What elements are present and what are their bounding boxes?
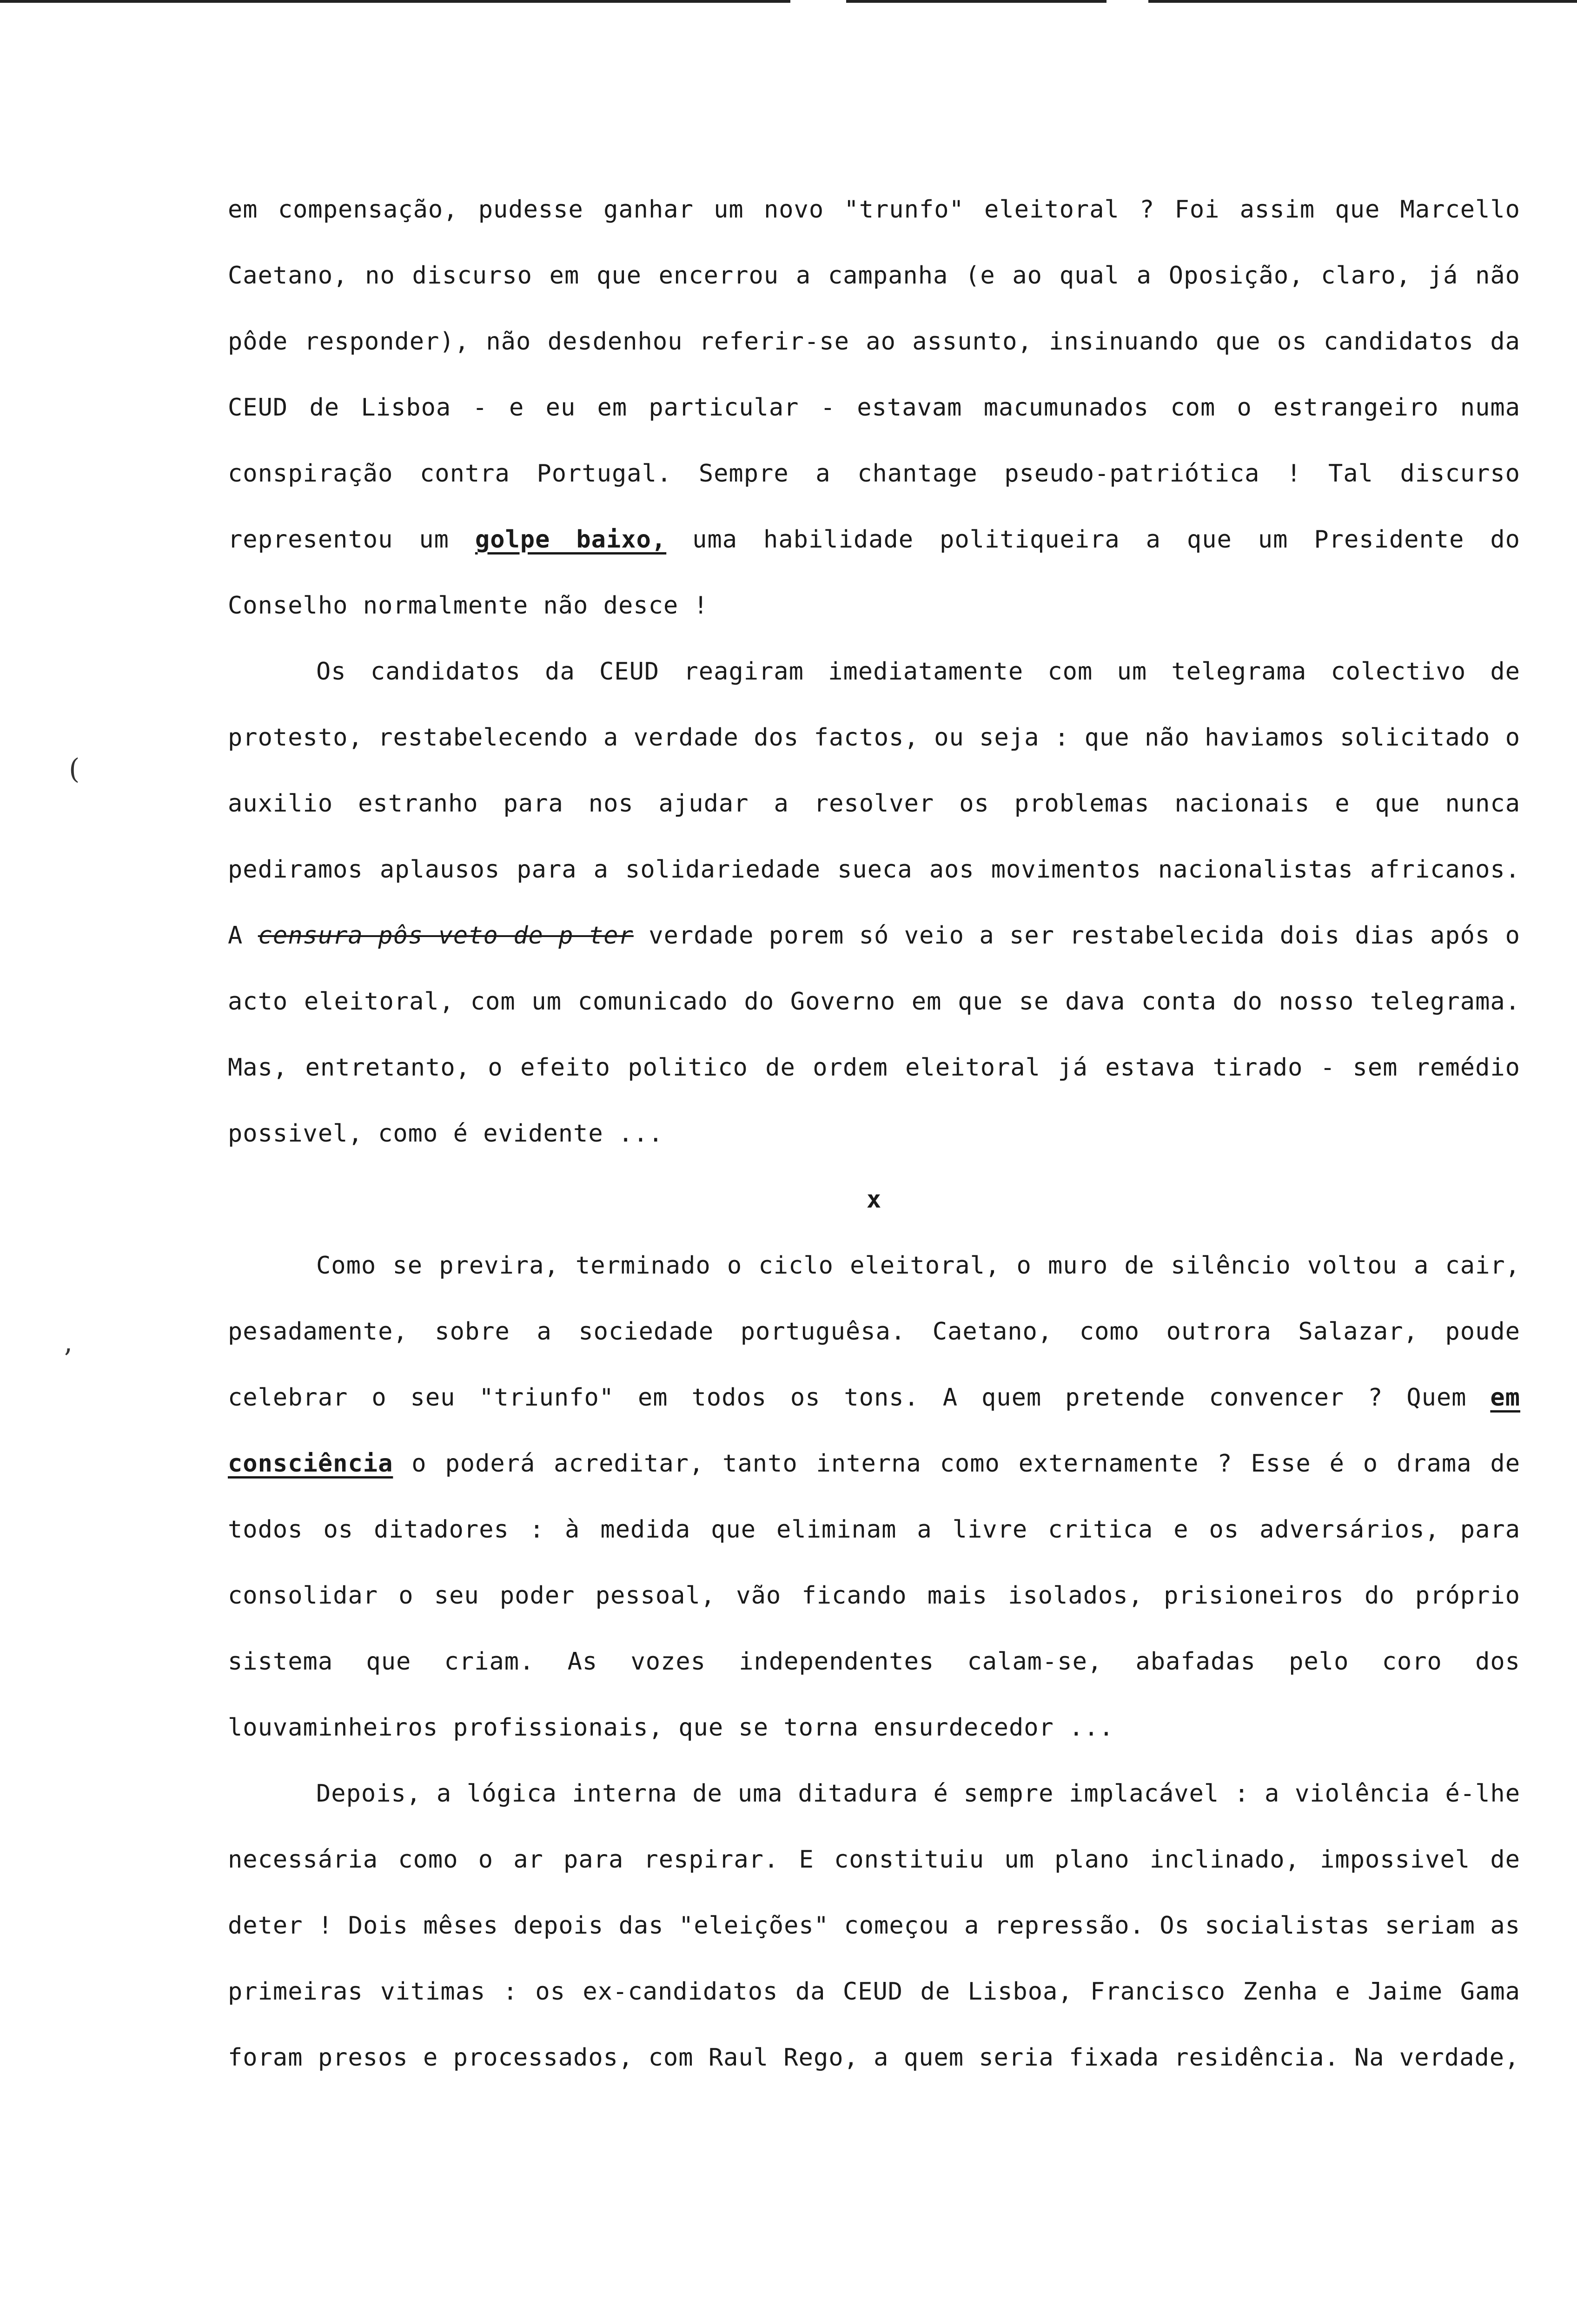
text-segment: Como se previra, terminado o ciclo eleitoral, o muro de silêncio voltou a cair, pesadamente, sobre a sociedade portuguêsa. Caetano, como outrora Salazar, poude celebrar o seu "triunfo" em todos os tons. A quem pretende convencer ? Quem — [228, 1252, 1520, 1412]
text-segment: Depois, a lógica interna de uma ditadura é sempre implacável : a violência é-lhe necessária como o ar para respirar. E constituiu um plano inclinado, impossivel de deter ! Dois mêses depois das "eleições" começou a repressão. Os socialistas seriam as primeiras vitimas : os ex-candidatos da CEUD de Lisboa, Francisco Zenha e Jaime Gama foram presos e processados, com Raul Rego, a quem seria fixada residência. Na verdade, — [228, 1780, 1520, 2072]
margin-mark: ( — [69, 753, 80, 786]
paragraph-1 — [228, 177, 1520, 639]
text-segment: uma habilidade politiqueira a que um Presidente do Conselho normalmente não desce ! — [228, 526, 1520, 620]
struck-out-text: censura pôs veto de p ter — [258, 922, 634, 950]
underlined-phrase: golpe baixo, — [475, 526, 667, 554]
text-segment: verdade porem só veio a ser restabelecida dois dias após o acto eleitoral, com um comunicado do Governo em que se dava conta do nosso telegrama. Mas, entretanto, o efeito politico de ordem eleitoral já estava tirado - sem remédio possivel, como é evidente ... — [228, 922, 1520, 1148]
section-separator: x — [866, 1186, 882, 1214]
paragraph-2 — [228, 639, 1520, 1167]
top-border-line — [1148, 0, 1577, 3]
text-segment: Os candidatos da CEUD reagiram imediatamente com um telegrama colectivo de protesto, restabelecendo a verdade dos factos, ou seja : que não haviamos solicitado o auxilio estranho para nos ajudar a resolver os problemas nacionais e que nunca pediramos aplausos para a solidariedade sueca aos movimentos nacionalistas africanos. A — [228, 658, 1520, 950]
typed-text-body — [228, 177, 1520, 2091]
text-segment: em compensação, pudesse ganhar um novo "trunfo" eleitoral ? Foi assim que Marcello Caetano, no discurso em que encerrou a campanha (e ao qual a Oposição, claro, já não pôde responder), não desdenhou referir-se ao assunto, insinuando que os candidatos da CEUD de Lisboa - e eu em particular - estavam macumunados com o estrangeiro numa conspiração contra Portugal. Sempre a chantage pseudo-patriótica ! Tal discurso representou um — [228, 196, 1520, 554]
top-border-line — [846, 0, 1107, 3]
underlined-phrase: em consciência — [228, 1384, 1520, 1478]
margin-mark: ’ — [63, 1343, 73, 1376]
paragraph-3 — [228, 1233, 1520, 1761]
text-segment: o poderá acreditar, tanto interna como externamente ? Esse é o drama de todos os ditadores : à medida que eliminam a livre critica e os adversários, para consolidar o seu poder pessoal, vão ficando mais isolados, prisioneiros do próprio sistema que criam. As vozes independentes calam-se, abafadas pelo coro dos louvaminheiros profissionais, que se torna ensurdecedor ... — [228, 1450, 1520, 1742]
paragraph-4 — [228, 1761, 1520, 2091]
top-border-line — [0, 0, 790, 3]
